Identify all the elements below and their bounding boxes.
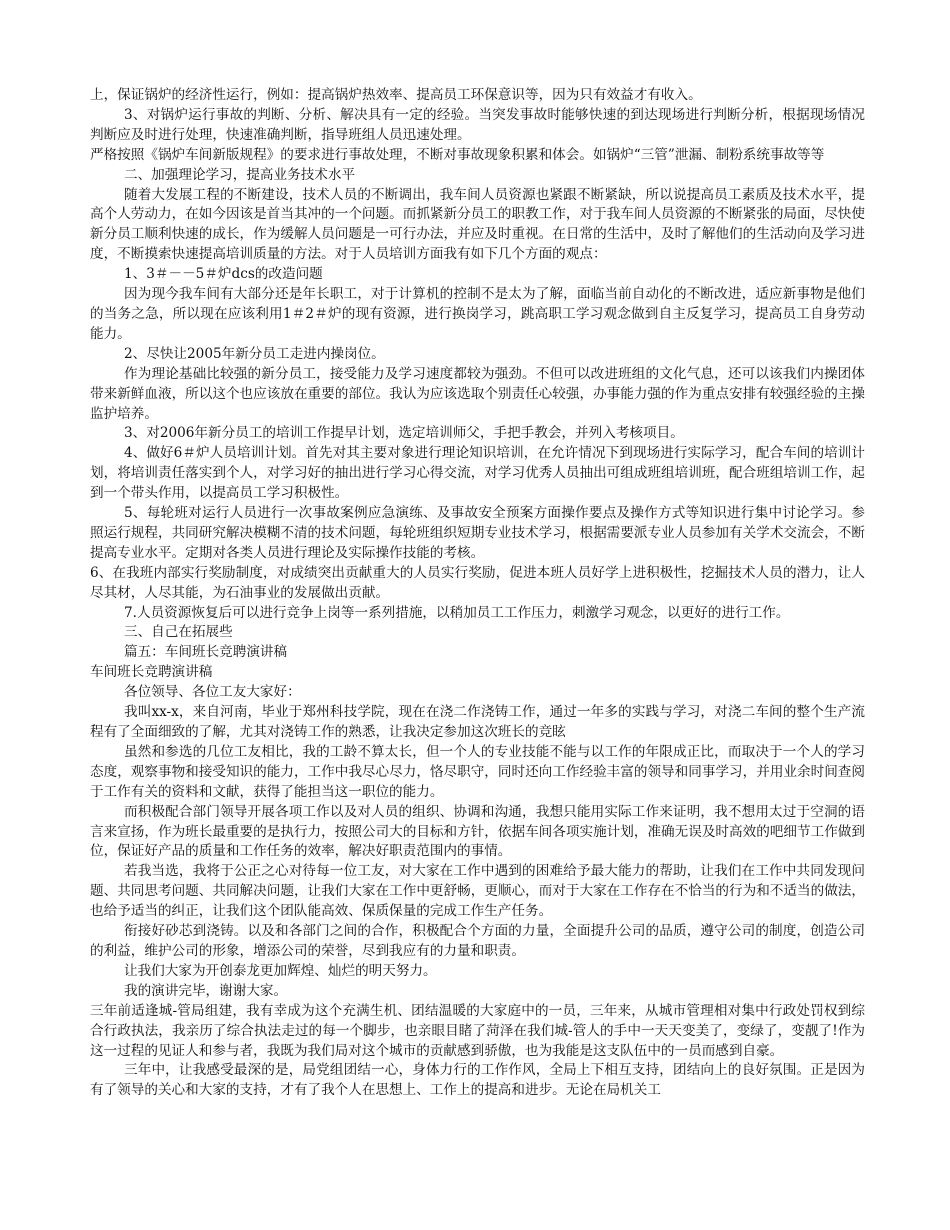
paragraph: 篇五：车间班长竞聘演讲稿 xyxy=(124,644,288,661)
paragraph: 虽然和参选的几位工友相比，我的工龄不算太长，但一个人的专业技能不能与以工作的年限成正比，而取决于一个人的学习态度，观察事物和接受知识的能力，工作中我尽心尽力，恪尽职守，同时还向工作经验丰富的领导和同事学习，并用业余时间查阅于工作有关的资料和文献，获得了能担当这一职位的能力。 xyxy=(90,743,865,800)
paragraph: 让我们大家为开创泰龙更加辉煌、灿烂的明天努力。 xyxy=(124,962,437,979)
paragraph: 而积极配合部门领导开展各项工作以及对人员的组织、协调和沟通，我想只能用实际工作来证明，我不想用太过于空洞的语言来宣扬，作为班长最重要的是执行力，按照公司大的目标和方针，依据车间各项实施计划，准确无误及时高效的吧细节工作做到位，保证好产品的质量和工作任务的效率，解决好职责范围内的事情。 xyxy=(90,803,865,860)
document-page xyxy=(90,86,865,1101)
paragraph: 3、对2006年新分员工的培训工作提早计划，选定培训师父，手把手教会，并列入考核项目。 xyxy=(124,425,684,442)
paragraph: 我叫xx-x，来自河南，毕业于郑州科技学院，现在在浇二作浇铸工作，通过一年多的实践与学习，对浇二车间的整个生产流程有了全面细致的了解，尤其对浇铸工作的熟悉，让我决定参加这次班长的竞眩 xyxy=(90,704,865,740)
paragraph: 我的演讲完毕，谢谢大家。 xyxy=(124,982,288,999)
paragraph: 三年中，让我感受最深的是，局党组团结一心，身体力行的工作作风，全局上下相互支持，团结向上的良好氛围。正是因为有了领导的关心和大家的支持，才有了我个人在思想上、工作上的提高和进步。无论在局机关工 xyxy=(90,1062,865,1099)
paragraph: 2、尽快让2005年新分员工走进内操岗位。 xyxy=(124,345,385,362)
paragraph: 3、对锅炉运行事故的判断、分析、解决具有一定的经验。当突发事故时能够快速的到达现场进行判断分析，根据现场情况判断应及时进行处理，快速准确判断，指导班组人员迅速处理。 xyxy=(90,106,865,143)
paragraph: 上，保证锅炉的经济性运行，例如：提高锅炉热效率、提高员工环保意识等，因为只有效益才有收入。 xyxy=(90,87,702,103)
paragraph: 各位领导、各位工友大家好： xyxy=(124,684,301,701)
paragraph: 4、做好6＃炉人员培训计划。首先对其主要对象进行理论知识培训，在允许情况下到现场进行实际学习，配合车间的培训计划，将培训责任落实到个人，对学习好的抽出进行学习心得交流，对学习优秀人员抽出可组成班组培训班，配合班组培训工作，起到一个带头作用，以提高员工学习积极性。 xyxy=(90,445,865,502)
paragraph: 三、自己在拓展些 xyxy=(124,624,233,641)
paragraph: 车间班长竞聘演讲稿 xyxy=(90,664,213,681)
paragraph: 作为理论基础比较强的新分员工，接受能力及学习速度都较为强劲。不但可以改进班组的文化气息，还可以该我们内操团体带来新鲜血液，所以这个也应该放在重要的部位。我认为应该选取个别责任心较强，办事能力强的作为重点安排有较强经验的主操监护培养。 xyxy=(90,365,865,422)
paragraph: 二、加强理论学习，提高业务技术水平 xyxy=(124,166,356,183)
paragraph: 三年前适逢城-管局组建，我有幸成为这个充满生机、团结温暖的大家庭中的一员，三年来，从城市管理相对集中行政处罚权到综合行政执法，我亲历了综合执法走过的每一个脚步，也亲眼目睹了菏泽在我们城-管人的手中一天天变美了，变绿了，变靓了!作为这一过程的见证人和参与者，我既为我们局对这个城市的贡献感到骄傲，也为我能是这支队伍中的一员而感到自豪。 xyxy=(90,1002,865,1059)
paragraph: 1、3＃－－5＃炉dcs的改造问题 xyxy=(124,266,323,283)
paragraph: 6、在我班内部实行奖励制度，对成绩突出贡献重大的人员实行奖励，促进本班人员好学上进积极性，挖掘技术人员的潜力，让人尽其材，人尽其能，为石油事业的发展做出贡献。 xyxy=(90,564,865,601)
paragraph: 衔接好砂芯到浇铸。以及和各部门之间的合作，积极配合个方面的力量，全面提升公司的品质，遵守公司的制度，创造公司的利益，维护公司的形象，增添公司的荣誉，尽到我应有的力量和职责。 xyxy=(90,923,865,959)
paragraph: 7.人员资源恢复后可以进行竞争上岗等一系列措施，以稍加员工工作压力，刺激学习观念，以更好的进行工作。 xyxy=(124,604,790,621)
paragraph: 若我当选，我将于公正之心对待每一位工友，对大家在工作中遇到的困难给予最大能力的帮助，让我们在工作中共同发现问题、共同思考问题、共同解决问题，让我们大家在工作中更舒畅，更顺心，而对于大家在工作存在不恰当的行为和不适当的做法，也给予适当的纠正，让我们这个团队能高效、保质保量的完成工作生产任务。 xyxy=(90,863,865,920)
paragraph: 严格按照《锅炉车间新版规程》的要求进行事故处理，不断对事故现象积累和体会。如锅炉“三管”泄漏、制粉系统事故等等 xyxy=(90,146,825,163)
paragraph: 随着大发展工程的不断建设，技术人员的不断调出，我车间人员资源也紧跟不断紧缺，所以说提高员工素质及技术水平，提高个人劳动力，在如今因该是首当其冲的一个问题。而抓紧新分员工的职教工作，对于我车间人员资源的不断紧张的局面，尽快使新分员工顺利快速的成长，作为缓解人员问题是一可行办法，并应及时重视。在日常的生活中，及时了解他们的生活动向及学习进度，不断摸索快速提高培训质量的方法。对于人员培训方面我有如下几个方面的观点： xyxy=(90,186,865,263)
paragraph: 因为现今我车间有大部分还是年长职工，对于计算机的控制不是太为了解，面临当前自动化的不断改进，适应新事物是他们的当务之急，所以现在应该利用1＃2＃炉的现有资源，进行换岗学习，跳高职工学习观念做到自主反复学习，提高员工自身劳动能力。 xyxy=(90,286,865,342)
paragraph: 5、每轮班对运行人员进行一次事故案例应急演练、及事故安全预案方面操作要点及操作方式等知识进行集中讨论学习。参照运行规程，共同研究解决模糊不清的技术问题，每轮班组织短期专业技术学习，根据需要派专业人员参加有关学术交流会，不断提高专业水平。定期对各类人员进行理论及实际操作技能的考核。 xyxy=(90,505,865,561)
